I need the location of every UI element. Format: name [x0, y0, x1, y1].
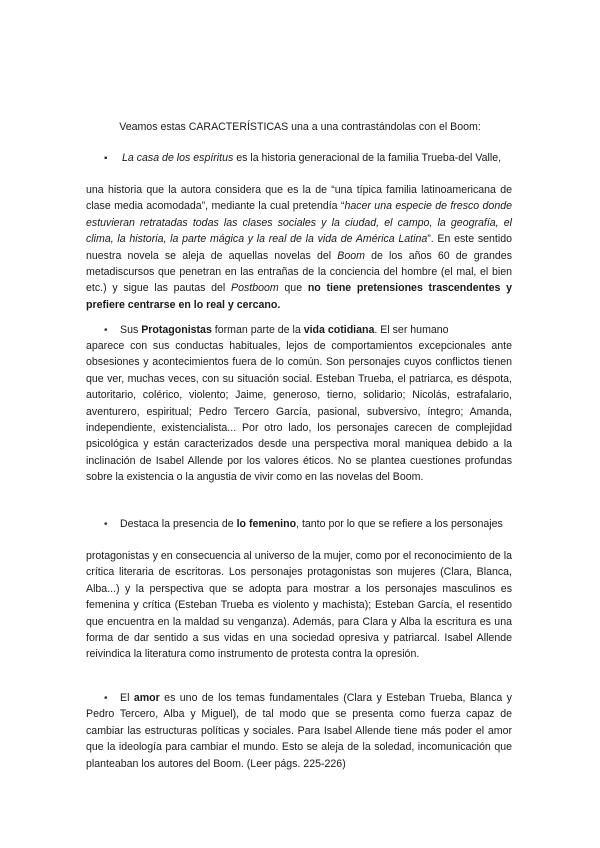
bullet-square: ▪: [104, 153, 108, 164]
s1-text-1: una historia que la autora considera que es la de “una típica familia latinoamericana de clase media acomodada”, mediante la cual pretendía “: [86, 184, 512, 213]
bullet-dot: •: [104, 325, 108, 336]
section1-body: [86, 182, 512, 313]
s3-lo-femenino: lo femenino: [236, 518, 297, 530]
section2-lead: [120, 322, 512, 338]
s1-text-2: ”. En este sentido nuestra novela se aleja de aquellas novelas del: [86, 233, 512, 262]
section1-lead: [122, 150, 512, 166]
section3-lead: [120, 516, 512, 532]
s4-amor: amor: [133, 692, 160, 704]
s4-text: es uno de los temas fundamentales (Clara y Esteban Trueba, Blanca y Pedro Tercero, Alba y Miguel), de tal modo que se presenta como fuerza capaz de cambiar las estructuras políticas y sociales. Para Isabel Allende tiene más poder el amor que la ideología para cambiar el mundo. Esto se aleja de la soledad, incomunicación que planteaban los autores del Boom. (Leer págs. 225-226): [86, 692, 512, 770]
s1-text-3: de los años 60 de grandes metadiscursos que penetran en las entrañas de la conciencia del hombre (el mal, el bien etc.) y sigue las pautas del: [86, 249, 512, 295]
s3-lead-c: , tanto por lo que se refiere a los personajes: [296, 518, 503, 530]
section3-body: protagonistas y en consecuencia al universo de la mujer, como por el reconocimiento de la crítica literaria de escritoras. Los personajes protagonistas son mujeres (Clara, Blanca, Alba...) y la perspectiva que se adopta para mostrar a los personajes masculinos es femenina y crítica (Esteban Trueba es violento y machista); Esteban García, el resentido que encuentra en la maldad su venganza). Además, para Clara y Alba la escritura es una forma de dar sentido a sus vidas en una sociedad opresiva y patriarcal. Isabel Allende reivindica la literatura como instrumento de protesta contra la opresión.: [86, 550, 512, 661]
s4-lead-a: El: [120, 692, 134, 704]
s1-text-4: que: [278, 282, 308, 295]
s3-lead-a: Destaca la presencia de: [120, 518, 237, 530]
section2-body: aparece con sus conductas habituales, lejos de comportamientos excepcionales ante obsesiones y acontecimientos fuera de lo común. Son personajes cuyos conflictos tienen que ver, muchas veces, con su situación social. Esteban Trueba, el patriarca, es déspota, autoritario, colérico, violento; Jaime, generoso, tierno, solidario; Nicolás, estrafalario, aventurero, espiritual; Pedro Tercero García, pasional, subversivo, íntegro; Amanda, independiente, existencialista... Por otro lado, los personajes carecen de complejidad psicológica y están caracterizados desde una perspectiva moral maniquea debido a la inclinación de Isabel Allende por los valores éticos. No se plantea cuestiones profundas sobre la existencia o la angustia de vivir como en las novelas del Boom.: [86, 340, 512, 484]
s2-lead-e: . El ser humano: [374, 324, 449, 336]
s1-bold-conclusion: no tiene pretensiones trascendentes y prefiere centrarse en lo real y cercano.: [86, 282, 512, 311]
bullet-dot: •: [104, 693, 108, 704]
s2-protagonistas: Protagonistas: [141, 324, 212, 336]
section4-body: [86, 690, 512, 772]
novel-title: La casa de los espíritus: [122, 152, 234, 164]
s1-boom: Boom: [337, 249, 365, 262]
s1-quote: hacer una especie de fresco donde estuvieran retratadas todas las clases sociales y la ciudad, el campo, la geografía, el clima, la historia, la parte mágica y la real de la vida de América Latina: [86, 200, 513, 246]
s2-lead-a: Sus: [120, 324, 142, 336]
bullet-dot: •: [104, 519, 108, 530]
section1-lead-text: es la historia generacional de la familia Trueba-del Valle,: [233, 152, 502, 164]
s1-postboom: Postboom: [231, 282, 279, 295]
s2-lead-c: forman parte de la: [211, 324, 304, 336]
intro-line: Veamos estas CARACTERÍSTICAS una a una contrastándolas con el Boom:: [119, 121, 481, 133]
s2-vida-cotidiana: vida cotidiana: [303, 324, 375, 336]
